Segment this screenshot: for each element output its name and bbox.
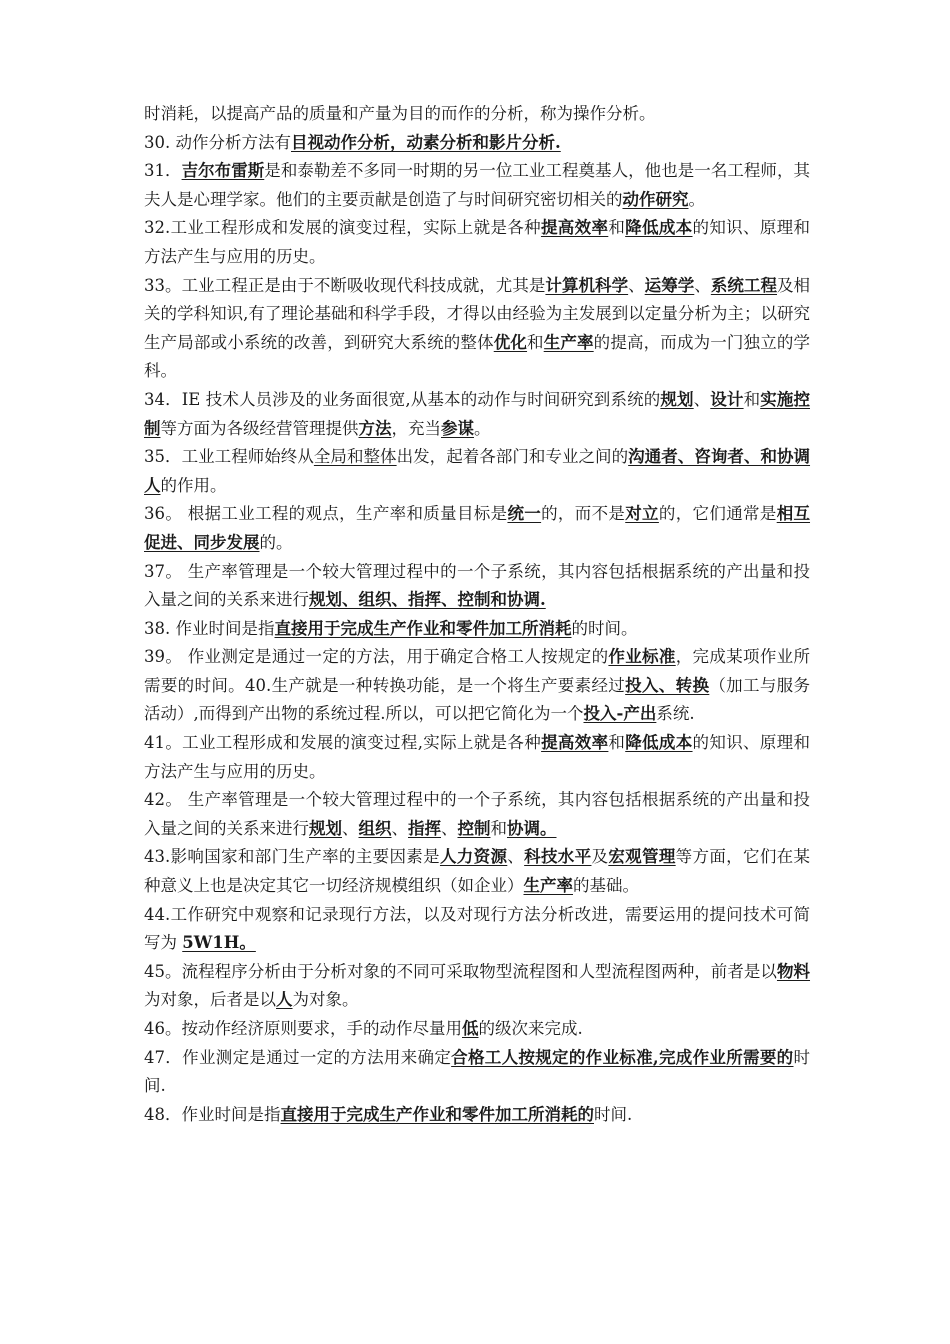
answer-text: 参谋 [441,418,474,438]
body-text: 42。 生产率管理是一个较大管理过程中的一个子系统，其内容包括根据系统的产出量和投入量之间的关系来进行 [144,790,810,838]
body-text: 为对象，后者是以 [144,990,276,1010]
answer-text: 规划、组织、指挥、控制和协调. [309,590,546,610]
body-text: 。 [474,418,491,438]
answer-text: 生产率 [543,332,594,352]
paragraph-p32 [144,214,810,271]
body-text: 、 [391,818,408,838]
body-text: 的，它们通常是 [658,504,777,524]
body-text: 和 [608,733,626,753]
body-text: 34．IE 技术人员涉及的业务面很宽,从基本的动作与时间研究到系统的 [144,389,661,409]
answer-text: 目视动作分析，动素分析和影片分析. [291,132,561,152]
body-text: 的作用。 [160,475,227,495]
paragraph-p35 [144,443,810,500]
body-text: 30. 动作分析方法有 [144,132,291,152]
body-text: 。 [688,189,705,209]
answer-text: 降低成本 [625,218,693,238]
paragraph-p47 [144,1044,810,1101]
body-text: 39。 作业测定是通过一定的方法，用于确定合格工人按规定的 [144,647,609,667]
body-text: 36。 根据工业工程的观点，生产率和质量目标是 [144,504,508,524]
paragraph-p45 [144,958,810,1015]
answer-text: 对立 [625,504,659,524]
answer-text: 5W1H。 [182,933,256,953]
answer-text: 组织 [358,818,392,838]
body-text: 的提高，而成为一门独立的学科。 [144,332,811,381]
paragraph-p39 [144,643,810,729]
answer-text: 计算机科学 [545,275,629,295]
body-text: 及相关的学科知识,有了理论基础和科学手段，才得以由经验为主发展到以定量分析为主；以研究生产局部或小系统的改善，到研究大系统的整体 [144,275,811,352]
answer-text: 投入、转换 [625,675,710,695]
paragraph-p31 [144,157,810,214]
body-text: 为对象。 [292,990,359,1010]
answer-text: 作业标准 [608,647,676,667]
body-text: 等方面，它们在某种意义上也是决定其它一切经济规模组织（如企业） [144,847,811,896]
paragraph-p33 [144,272,810,386]
body-text: 时间. [594,1104,633,1124]
body-text: 是和泰勒差不多同一时期的另一位工业工程奠基人，他也是一名工程师，其夫人是心理学家。他们的主要贡献是创造了与时间研究密切相关的 [144,161,811,209]
answer-text: 统一 [507,504,542,524]
underlined-text: 全局和整体 [313,447,397,467]
answer-text: 生产率 [523,876,573,896]
body-text: 31． [144,161,182,181]
body-text: （加工与服务活动）,而得到产出物的系统过程.所以，可以把它简化为一个 [144,675,811,724]
body-text: ，完成某项作业所需要的时间。40.生产就是一种转换功能，是一个将生产要素经过 [144,647,811,695]
answer-text: 设计 [710,389,744,409]
answer-text: 低 [462,1019,479,1038]
document-body [144,100,810,1129]
answer-text: 指挥 [408,818,441,838]
body-text: 和 [490,818,507,838]
body-text: 、 [342,818,359,838]
body-text: 38. 作业时间是指 [144,618,275,638]
paragraph-p44 [144,901,810,958]
body-text: 系统. [656,704,695,724]
body-text: 48．作业时间是指 [144,1104,281,1124]
answer-text: 合格工人按规定的作业标准,完成作业所需要的 [451,1047,794,1067]
answer-text: 直接用于完成生产作业和零件加工所消耗的 [280,1104,594,1124]
body-text: 、 [694,275,711,295]
answer-text: 控制 [457,818,491,838]
answer-text: 方法 [358,418,392,438]
body-text: 和 [743,389,761,409]
paragraph-p30 [144,129,810,158]
answer-text: 运筹学 [644,275,695,295]
body-text: 和 [608,218,626,238]
body-text: 的知识、原理和方法产生与应用的历史。 [144,218,811,266]
paragraph-p41 [144,729,810,786]
answer-text: 沟通者、咨询者、和协调人 [144,447,811,495]
answer-text: 实施控制 [144,389,810,438]
answer-text: 直接用于完成生产作业和零件加工所消耗 [274,618,572,638]
answer-text: 规划 [309,818,342,838]
body-text: 32.工业工程形成和发展的演变过程，实际上就是各种 [144,218,541,238]
body-text: 的级次来完成. [478,1019,583,1038]
body-text: 、 [693,389,711,409]
answer-text: 相互促进、同步发展 [144,504,811,552]
body-text: 出发，起着各部门和专业之间的 [396,447,629,467]
answer-text: 科技水平 [524,847,592,867]
body-text: 时间. [144,1047,810,1096]
answer-text: 动作研究 [622,189,689,209]
paragraph-p46 [144,1015,810,1044]
answer-text: 协调。 [507,818,557,838]
answer-text: 人力资源 [439,847,508,867]
answer-text: 投入-产出 [583,704,657,724]
body-text: 43.影响国家和部门生产率的主要因素是 [144,847,440,867]
body-text: 、 [507,847,525,867]
answer-text: 规划 [660,389,694,409]
answer-text: 人 [276,990,293,1010]
answer-text: 提高效率 [540,218,609,238]
body-text: ，充当 [391,418,441,438]
answer-text: 吉尔布雷斯 [181,161,265,181]
answer-text: 物料 [776,961,811,981]
body-text: 35．工业工程师始终从 [144,447,314,467]
body-text: 的。 [259,532,293,552]
body-text: 37。 生产率管理是一个较大管理过程中的一个子系统，其内容包括根据系统的产出量和投入量之间的关系来进行 [144,561,810,610]
body-text: 33。工业工程正是由于不断吸收现代科技成就，尤其是 [144,275,546,295]
paragraph-p29 [144,100,810,129]
body-text: 的时间。 [571,618,638,638]
paragraph-p37 [144,558,810,615]
answer-text: 宏观管理 [608,847,676,867]
body-text: 和 [527,332,544,352]
body-text: 45。流程程序分析由于分析对象的不同可采取物型流程图和人型流程图两种，前者是以 [144,961,777,981]
body-text: 47．作业测定是通过一定的方法用来确定 [144,1047,452,1067]
body-text: 及 [591,847,609,867]
answer-text: 系统工程 [710,275,777,295]
paragraph-p42 [144,786,810,843]
body-text: 的知识、原理和方法产生与应用的历史。 [144,733,811,781]
body-text: 的基础。 [573,876,639,896]
paragraph-p43 [144,843,810,900]
body-text: 的，而不是 [541,504,626,524]
answer-text: 优化 [493,332,528,352]
body-text: 、 [628,275,645,295]
paragraph-p34 [144,386,810,443]
paragraph-p48 [144,1101,810,1130]
body-text: 44.工作研究中观察和记录现行方法，以及对现行方法分析改进，需要运用的提问技术可简写为 [144,904,810,953]
body-text: 41。工业工程形成和发展的演变过程,实际上就是各种 [144,733,542,753]
paragraph-p38 [144,615,810,644]
body-text: 、 [441,818,458,838]
paragraph-p36 [144,500,810,557]
body-text: 时消耗，以提高产品的质量和产量为目的而作的分析，称为操作分析。 [144,104,656,123]
body-text: 46。按动作经济原则要求，手的动作尽量用 [144,1019,462,1038]
answer-text: 提高效率 [541,733,609,753]
answer-text: 降低成本 [625,733,693,753]
body-text: 等方面为各级经营管理提供 [160,418,359,438]
